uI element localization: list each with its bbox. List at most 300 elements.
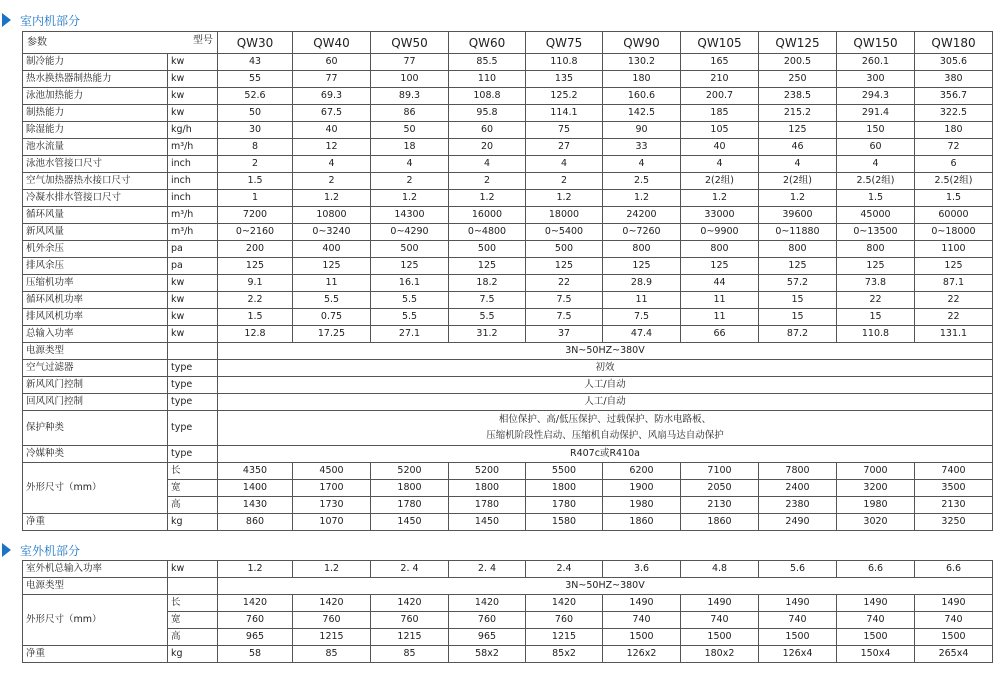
value-cell: 1 — [218, 190, 293, 207]
row-label: 除湿能力 — [23, 122, 168, 139]
protection-line-1: 相位保护、高/低压保护、过载保护、防水电路板、 — [498, 414, 712, 425]
value-cell: 125 — [293, 258, 371, 275]
outdoor-weight-row — [23, 646, 993, 663]
value-cell: 185 — [681, 105, 759, 122]
value-cell: 200 — [218, 241, 293, 258]
value-cell: 1420 — [293, 595, 371, 612]
value-cell: 356.7 — [915, 88, 993, 105]
value-cell: 322.5 — [915, 105, 993, 122]
value-cell: 58 — [218, 646, 293, 663]
dimension-sub-label: 宽 — [168, 612, 218, 629]
row-unit: m³/h — [168, 224, 218, 241]
value-cell: 22 — [837, 292, 915, 309]
value-cell: 210 — [681, 71, 759, 88]
value-cell: 5.5 — [449, 309, 526, 326]
row-unit: kw — [168, 54, 218, 71]
value-cell: 1780 — [526, 497, 603, 514]
dimension-row — [23, 612, 993, 629]
value-cell: 110.8 — [526, 54, 603, 71]
value-cell: 800 — [603, 241, 681, 258]
value-cell: 125.2 — [526, 88, 603, 105]
value-cell: 72 — [915, 139, 993, 156]
row-label: 室外机总输入功率 — [23, 561, 168, 578]
table-row — [23, 292, 993, 309]
value-cell: 1730 — [293, 497, 371, 514]
value-cell: 125 — [526, 258, 603, 275]
value-cell: 17.25 — [293, 326, 371, 343]
value-cell: 1580 — [526, 514, 603, 531]
value-cell: 16000 — [449, 207, 526, 224]
value-cell: 1860 — [603, 514, 681, 531]
value-cell: 1.5 — [218, 309, 293, 326]
value-cell: 8 — [218, 139, 293, 156]
row-unit: kw — [168, 71, 218, 88]
value-cell: 2.2 — [218, 292, 293, 309]
row-unit: kw — [168, 561, 218, 578]
value-cell: 4 — [526, 156, 603, 173]
value-cell: 2380 — [759, 497, 837, 514]
table-row — [23, 343, 993, 360]
value-cell: 400 — [293, 241, 371, 258]
value-cell: 1500 — [915, 629, 993, 646]
value-cell: 4350 — [218, 463, 293, 480]
table-row — [23, 122, 993, 139]
value-cell: 1500 — [759, 629, 837, 646]
row-label: 空气加热器热水接口尺寸 — [23, 173, 168, 190]
row-label: 制热能力 — [23, 105, 168, 122]
protection-row — [23, 411, 993, 446]
weight-row — [23, 514, 993, 531]
value-cell: 150x4 — [837, 646, 915, 663]
value-cell: 1400 — [218, 480, 293, 497]
value-cell: 125 — [681, 258, 759, 275]
model-header-cell: QW180 — [915, 32, 993, 54]
value-cell: 2(2组) — [759, 173, 837, 190]
value-cell: 1860 — [681, 514, 759, 531]
row-unit: type — [168, 377, 218, 394]
value-cell: 1215 — [293, 629, 371, 646]
value-cell: 6.6 — [915, 561, 993, 578]
value-cell: 165 — [681, 54, 759, 71]
value-cell: 1.2 — [293, 190, 371, 207]
row-unit: kg/h — [168, 122, 218, 139]
value-cell: 39600 — [759, 207, 837, 224]
dimension-sub-label: 长 — [168, 463, 218, 480]
value-cell: 30 — [218, 122, 293, 139]
value-cell: 740 — [915, 612, 993, 629]
value-cell: 1900 — [603, 480, 681, 497]
value-cell: 126x2 — [603, 646, 681, 663]
value-cell: 1.2 — [449, 190, 526, 207]
value-cell: 14300 — [371, 207, 449, 224]
value-cell: 1500 — [603, 629, 681, 646]
value-cell: 215.2 — [759, 105, 837, 122]
value-cell: 12 — [293, 139, 371, 156]
value-cell: 85.5 — [449, 54, 526, 71]
value-cell: 85 — [371, 646, 449, 663]
value-cell: 2. 4 — [449, 561, 526, 578]
row-label: 排风风机功率 — [23, 309, 168, 326]
value-cell: 4 — [681, 156, 759, 173]
dimension-row — [23, 497, 993, 514]
value-cell: 2 — [371, 173, 449, 190]
table-row — [23, 54, 993, 71]
value-cell: 760 — [371, 612, 449, 629]
span-value-cell: 人工/自动 — [218, 394, 993, 411]
value-cell: 1.5 — [218, 173, 293, 190]
value-cell: 0.75 — [293, 309, 371, 326]
row-unit: kg — [168, 514, 218, 531]
value-cell: 2.4 — [526, 561, 603, 578]
value-cell: 1490 — [759, 595, 837, 612]
row-unit: type — [168, 394, 218, 411]
value-cell: 7.5 — [526, 292, 603, 309]
value-cell: 60 — [837, 139, 915, 156]
model-header-cell: QW40 — [293, 32, 371, 54]
dimension-row — [23, 595, 993, 612]
value-cell: 4 — [837, 156, 915, 173]
value-cell: 20 — [449, 139, 526, 156]
value-cell: 1.5 — [915, 190, 993, 207]
row-unit: inch — [168, 173, 218, 190]
value-cell: 0~2160 — [218, 224, 293, 241]
value-cell: 3500 — [915, 480, 993, 497]
model-header-cell: QW125 — [759, 32, 837, 54]
value-cell: 2.5(2组) — [837, 173, 915, 190]
value-cell: 3250 — [915, 514, 993, 531]
value-cell: 15 — [837, 309, 915, 326]
row-label: 泳池加热能力 — [23, 88, 168, 105]
value-cell: 2.5 — [603, 173, 681, 190]
row-label: 冷媒种类 — [23, 446, 168, 463]
value-cell: 50 — [371, 122, 449, 139]
row-label: 循环风机功率 — [23, 292, 168, 309]
value-cell: 1420 — [449, 595, 526, 612]
row-label: 池水流量 — [23, 139, 168, 156]
value-cell: 58x2 — [449, 646, 526, 663]
value-cell: 300 — [837, 71, 915, 88]
value-cell: 4 — [759, 156, 837, 173]
value-cell: 1.2 — [371, 190, 449, 207]
value-cell: 4 — [449, 156, 526, 173]
value-cell: 760 — [218, 612, 293, 629]
value-cell: 1490 — [837, 595, 915, 612]
value-cell: 135 — [526, 71, 603, 88]
value-cell: 27 — [526, 139, 603, 156]
table-row — [23, 156, 993, 173]
value-cell: 0~13500 — [837, 224, 915, 241]
value-cell: 2 — [293, 173, 371, 190]
chevron-right-icon — [0, 13, 14, 27]
value-cell: 500 — [526, 241, 603, 258]
value-cell: 1500 — [837, 629, 915, 646]
value-cell: 89.3 — [371, 88, 449, 105]
table-row — [23, 326, 993, 343]
row-label: 制冷能力 — [23, 54, 168, 71]
value-cell: 7.5 — [449, 292, 526, 309]
value-cell: 125 — [759, 258, 837, 275]
value-cell: 1.2 — [526, 190, 603, 207]
value-cell: 1490 — [915, 595, 993, 612]
header-param-model-cell — [23, 32, 218, 54]
value-cell: 1450 — [371, 514, 449, 531]
row-unit: m³/h — [168, 139, 218, 156]
value-cell: 2 — [218, 156, 293, 173]
value-cell: 75 — [526, 122, 603, 139]
row-unit: kw — [168, 326, 218, 343]
value-cell: 150 — [837, 122, 915, 139]
value-cell: 760 — [293, 612, 371, 629]
value-cell: 2490 — [759, 514, 837, 531]
value-cell: 60 — [449, 122, 526, 139]
table-row — [23, 173, 993, 190]
value-cell: 5.5 — [371, 292, 449, 309]
value-cell: 77 — [293, 71, 371, 88]
value-cell: 46 — [759, 139, 837, 156]
value-cell: 142.5 — [603, 105, 681, 122]
value-cell: 800 — [759, 241, 837, 258]
outdoor-power-row — [23, 561, 993, 578]
value-cell: 760 — [449, 612, 526, 629]
value-cell: 69.3 — [293, 88, 371, 105]
row-label: 保护种类 — [23, 411, 168, 446]
value-cell: 740 — [681, 612, 759, 629]
value-cell: 4500 — [293, 463, 371, 480]
value-cell: 10800 — [293, 207, 371, 224]
value-cell: 90 — [603, 122, 681, 139]
value-cell: 1700 — [293, 480, 371, 497]
value-cell: 1070 — [293, 514, 371, 531]
span-value-cell: 人工/自动 — [218, 377, 993, 394]
value-cell: 16.1 — [371, 275, 449, 292]
value-cell: 380 — [915, 71, 993, 88]
table-row — [23, 207, 993, 224]
row-label: 总输入功率 — [23, 326, 168, 343]
model-header-cell: QW30 — [218, 32, 293, 54]
value-cell: 85x2 — [526, 646, 603, 663]
value-cell: 500 — [449, 241, 526, 258]
value-cell: 3.6 — [603, 561, 681, 578]
table-row — [23, 377, 993, 394]
row-unit: inch — [168, 156, 218, 173]
value-cell: 7800 — [759, 463, 837, 480]
value-cell: 5.5 — [293, 292, 371, 309]
row-unit: kw — [168, 88, 218, 105]
value-cell: 0~5400 — [526, 224, 603, 241]
value-cell: 31.2 — [449, 326, 526, 343]
value-cell: 43 — [218, 54, 293, 71]
value-cell: 3200 — [837, 480, 915, 497]
value-cell: 125 — [759, 122, 837, 139]
value-cell: 18000 — [526, 207, 603, 224]
model-header-cell: QW60 — [449, 32, 526, 54]
value-cell: 1980 — [837, 497, 915, 514]
value-cell: 86 — [371, 105, 449, 122]
value-cell: 5.6 — [759, 561, 837, 578]
value-cell: 110 — [449, 71, 526, 88]
value-cell: 0~4800 — [449, 224, 526, 241]
row-label: 空气过滤器 — [23, 360, 168, 377]
value-cell: 11 — [681, 292, 759, 309]
value-cell: 200.7 — [681, 88, 759, 105]
value-cell: 1800 — [449, 480, 526, 497]
value-cell: 7400 — [915, 463, 993, 480]
value-cell: 22 — [915, 309, 993, 326]
param-header: 参数 — [27, 37, 47, 48]
row-label: 热水换热器制热能力 — [23, 71, 168, 88]
value-cell: 500 — [371, 241, 449, 258]
table-row — [23, 275, 993, 292]
value-cell: 0~4290 — [371, 224, 449, 241]
table-row — [23, 309, 993, 326]
value-cell: 37 — [526, 326, 603, 343]
value-cell: 740 — [837, 612, 915, 629]
value-cell: 2.5(2组) — [915, 173, 993, 190]
value-cell: 55 — [218, 71, 293, 88]
value-cell: 1215 — [526, 629, 603, 646]
value-cell: 22 — [526, 275, 603, 292]
row-unit: type — [168, 360, 218, 377]
dimension-sub-label: 宽 — [168, 480, 218, 497]
value-cell: 125 — [449, 258, 526, 275]
value-cell: 7000 — [837, 463, 915, 480]
model-header-cell: QW150 — [837, 32, 915, 54]
value-cell: 180 — [915, 122, 993, 139]
value-cell: 7100 — [681, 463, 759, 480]
value-cell: 27.1 — [371, 326, 449, 343]
value-cell: 130.2 — [603, 54, 681, 71]
model-header-cell: QW90 — [603, 32, 681, 54]
value-cell: 800 — [681, 241, 759, 258]
indoor-section-title: 室内机部分 — [0, 10, 80, 30]
table-row — [23, 139, 993, 156]
dimension-label: 外形尺寸（mm） — [23, 595, 168, 646]
row-label: 新风风量 — [23, 224, 168, 241]
row-unit: kw — [168, 275, 218, 292]
value-cell: 965 — [449, 629, 526, 646]
row-unit: kw — [168, 309, 218, 326]
value-cell: 125 — [218, 258, 293, 275]
protection-line-2: 压缩机阶段性启动、压缩机自动保护、风扇马达自动保护 — [486, 430, 724, 441]
value-cell: 5.5 — [371, 309, 449, 326]
value-cell: 0~7260 — [603, 224, 681, 241]
value-cell: 2. 4 — [371, 561, 449, 578]
dimension-label: 外形尺寸（mm） — [23, 463, 168, 514]
value-cell: 0~11880 — [759, 224, 837, 241]
value-cell: 5500 — [526, 463, 603, 480]
value-cell: 125 — [603, 258, 681, 275]
value-cell: 965 — [218, 629, 293, 646]
model-header: 型号 — [193, 35, 213, 46]
value-cell: 57.2 — [759, 275, 837, 292]
span-value-cell: 初效 — [218, 360, 993, 377]
value-cell: 1.2 — [218, 561, 293, 578]
value-cell: 11 — [681, 309, 759, 326]
value-cell: 1490 — [681, 595, 759, 612]
value-cell: 18.2 — [449, 275, 526, 292]
outdoor-section-title: 室外机部分 — [0, 540, 80, 560]
value-cell: 95.8 — [449, 105, 526, 122]
value-cell: 1100 — [915, 241, 993, 258]
value-cell: 6200 — [603, 463, 681, 480]
value-cell: 125 — [837, 258, 915, 275]
value-cell: 7200 — [218, 207, 293, 224]
dimension-row — [23, 480, 993, 497]
row-unit: kg — [168, 646, 218, 663]
outdoor-supply-row — [23, 578, 993, 595]
value-cell: 2400 — [759, 480, 837, 497]
table-row — [23, 241, 993, 258]
value-cell: 131.1 — [915, 326, 993, 343]
value-cell: 45000 — [837, 207, 915, 224]
value-cell: 5200 — [449, 463, 526, 480]
value-cell: 6 — [915, 156, 993, 173]
value-cell: 33 — [603, 139, 681, 156]
value-cell: 15 — [759, 292, 837, 309]
value-cell: 1500 — [681, 629, 759, 646]
value-cell: 4.8 — [681, 561, 759, 578]
value-cell: 4 — [293, 156, 371, 173]
value-cell: 1.2 — [293, 561, 371, 578]
row-label: 回风风门控制 — [23, 394, 168, 411]
model-header-cell: QW75 — [526, 32, 603, 54]
row-unit — [168, 578, 218, 595]
value-cell: 1430 — [218, 497, 293, 514]
value-cell: 4 — [371, 156, 449, 173]
row-label: 新风风门控制 — [23, 377, 168, 394]
value-cell: 1490 — [603, 595, 681, 612]
value-cell: 0~3240 — [293, 224, 371, 241]
value-cell: 7.5 — [603, 309, 681, 326]
value-cell: 9.1 — [218, 275, 293, 292]
value-cell: 265x4 — [915, 646, 993, 663]
value-cell: 77 — [371, 54, 449, 71]
table-row — [23, 394, 993, 411]
value-cell: 1.2 — [759, 190, 837, 207]
value-cell: 1.2 — [603, 190, 681, 207]
row-label: 泳池水管接口尺寸 — [23, 156, 168, 173]
value-cell: 85 — [293, 646, 371, 663]
value-cell: 125 — [371, 258, 449, 275]
value-cell: 50 — [218, 105, 293, 122]
value-cell: 1420 — [218, 595, 293, 612]
row-unit: pa — [168, 241, 218, 258]
value-cell: 1450 — [449, 514, 526, 531]
value-cell: 1420 — [371, 595, 449, 612]
dimension-sub-label: 高 — [168, 629, 218, 646]
value-cell: 1780 — [449, 497, 526, 514]
value-cell: 24200 — [603, 207, 681, 224]
value-cell: 110.8 — [837, 326, 915, 343]
span-value-cell: R407c或R410a — [218, 446, 993, 463]
value-cell: 73.8 — [837, 275, 915, 292]
value-cell: 2 — [449, 173, 526, 190]
value-cell: 740 — [759, 612, 837, 629]
value-cell: 860 — [218, 514, 293, 531]
value-cell: 15 — [759, 309, 837, 326]
table-row — [23, 88, 993, 105]
table-row — [23, 105, 993, 122]
value-cell: 2130 — [681, 497, 759, 514]
value-cell: 0~18000 — [915, 224, 993, 241]
value-cell: 3020 — [837, 514, 915, 531]
value-cell: 2(2组) — [681, 173, 759, 190]
value-cell: 105 — [681, 122, 759, 139]
value-cell: 305.6 — [915, 54, 993, 71]
protection-value-cell — [218, 411, 993, 446]
chevron-right-icon — [0, 543, 14, 557]
value-cell: 100 — [371, 71, 449, 88]
